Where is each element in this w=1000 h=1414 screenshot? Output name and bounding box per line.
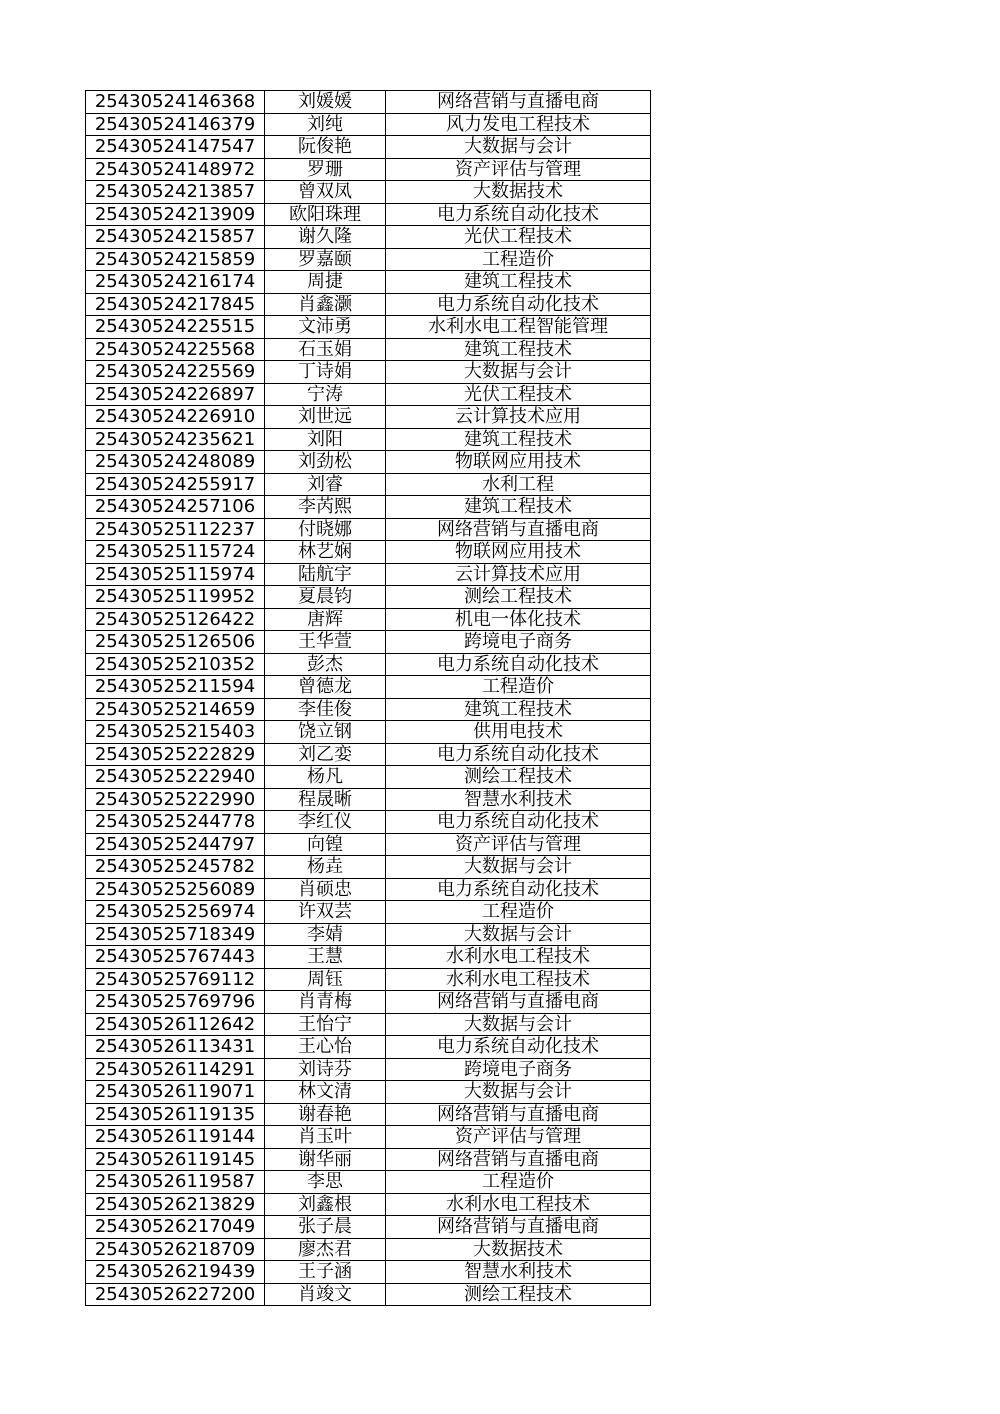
student-name-cell: 刘劲松 — [265, 451, 386, 474]
student-name-cell: 肖竣文 — [265, 1283, 386, 1306]
student-name-cell: 肖鑫灏 — [265, 293, 386, 316]
table-row — [86, 91, 651, 114]
major-cell: 建筑工程技术 — [386, 496, 651, 519]
student-roster-sheet — [85, 90, 651, 1306]
table-row — [86, 1171, 651, 1194]
major-cell: 水利水电工程技术 — [386, 946, 651, 969]
table-row — [86, 293, 651, 316]
student-id-cell: 25430524213909 — [86, 203, 265, 226]
student-id-cell: 25430525211594 — [86, 676, 265, 699]
major-cell: 水利工程 — [386, 473, 651, 496]
major-cell: 网络营销与直播电商 — [386, 991, 651, 1014]
student-name-cell: 刘乙娈 — [265, 743, 386, 766]
student-name-cell: 谢久隆 — [265, 226, 386, 249]
major-cell: 水利水电工程智能管理 — [386, 316, 651, 339]
student-id-cell: 25430524216174 — [86, 271, 265, 294]
major-cell: 大数据与会计 — [386, 361, 651, 384]
student-id-cell: 25430524225569 — [86, 361, 265, 384]
major-cell: 建筑工程技术 — [386, 428, 651, 451]
major-cell: 工程造价 — [386, 1171, 651, 1194]
student-name-cell: 阮俊艳 — [265, 136, 386, 159]
student-id-cell: 25430526119135 — [86, 1103, 265, 1126]
student-id-cell: 25430525244797 — [86, 833, 265, 856]
student-name-cell: 罗珊 — [265, 158, 386, 181]
student-name-cell: 李婧 — [265, 923, 386, 946]
table-row — [86, 698, 651, 721]
table-row — [86, 1013, 651, 1036]
student-id-cell: 25430526213829 — [86, 1193, 265, 1216]
major-cell: 云计算技术应用 — [386, 563, 651, 586]
table-row — [86, 226, 651, 249]
major-cell: 机电一体化技术 — [386, 608, 651, 631]
table-row — [86, 586, 651, 609]
student-id-cell: 25430524248089 — [86, 451, 265, 474]
major-cell: 资产评估与管理 — [386, 158, 651, 181]
major-cell: 大数据技术 — [386, 181, 651, 204]
major-cell: 资产评估与管理 — [386, 1126, 651, 1149]
major-cell: 大数据与会计 — [386, 136, 651, 159]
student-name-cell: 李思 — [265, 1171, 386, 1194]
table-row — [86, 158, 651, 181]
student-name-cell: 唐辉 — [265, 608, 386, 631]
student-id-cell: 25430525115974 — [86, 563, 265, 586]
major-cell: 风力发电工程技术 — [386, 113, 651, 136]
student-id-cell: 25430525112237 — [86, 518, 265, 541]
table-row — [86, 946, 651, 969]
table-row — [86, 1148, 651, 1171]
major-cell: 跨境电子商务 — [386, 1058, 651, 1081]
table-row — [86, 631, 651, 654]
student-roster-table — [85, 90, 651, 1306]
major-cell: 测绘工程技术 — [386, 586, 651, 609]
major-cell: 网络营销与直播电商 — [386, 91, 651, 114]
student-name-cell: 杨垚 — [265, 856, 386, 879]
student-id-cell: 25430524226910 — [86, 406, 265, 429]
student-id-cell: 25430525210352 — [86, 653, 265, 676]
table-row — [86, 473, 651, 496]
table-row — [86, 1081, 651, 1104]
student-id-cell: 25430525215403 — [86, 721, 265, 744]
major-cell: 测绘工程技术 — [386, 1283, 651, 1306]
student-name-cell: 李芮熙 — [265, 496, 386, 519]
table-row — [86, 496, 651, 519]
student-name-cell: 谢华丽 — [265, 1148, 386, 1171]
student-name-cell: 许双芸 — [265, 901, 386, 924]
student-id-cell: 25430524213857 — [86, 181, 265, 204]
student-id-cell: 25430524215859 — [86, 248, 265, 271]
major-cell: 大数据与会计 — [386, 856, 651, 879]
student-id-cell: 25430524146368 — [86, 91, 265, 114]
student-name-cell: 王怡宁 — [265, 1013, 386, 1036]
table-row — [86, 1036, 651, 1059]
major-cell: 大数据技术 — [386, 1238, 651, 1261]
student-id-cell: 25430526217049 — [86, 1216, 265, 1239]
table-row — [86, 181, 651, 204]
major-cell: 电力系统自动化技术 — [386, 1036, 651, 1059]
table-row — [86, 811, 651, 834]
student-name-cell: 林文清 — [265, 1081, 386, 1104]
table-row — [86, 833, 651, 856]
student-id-cell: 25430525769796 — [86, 991, 265, 1014]
student-name-cell: 文沛勇 — [265, 316, 386, 339]
student-name-cell: 付晓娜 — [265, 518, 386, 541]
student-name-cell: 王华萱 — [265, 631, 386, 654]
major-cell: 大数据与会计 — [386, 1081, 651, 1104]
student-id-cell: 25430526219439 — [86, 1261, 265, 1284]
student-id-cell: 25430524226897 — [86, 383, 265, 406]
student-name-cell: 肖青梅 — [265, 991, 386, 1014]
table-row — [86, 1283, 651, 1306]
major-cell: 建筑工程技术 — [386, 698, 651, 721]
major-cell: 网络营销与直播电商 — [386, 1103, 651, 1126]
student-id-cell: 25430524217845 — [86, 293, 265, 316]
student-id-cell: 25430525222990 — [86, 788, 265, 811]
student-id-cell: 25430526112642 — [86, 1013, 265, 1036]
table-row — [86, 1103, 651, 1126]
major-cell: 工程造价 — [386, 901, 651, 924]
student-id-cell: 25430524147547 — [86, 136, 265, 159]
major-cell: 智慧水利技术 — [386, 788, 651, 811]
table-row — [86, 923, 651, 946]
student-name-cell: 夏晨钧 — [265, 586, 386, 609]
student-id-cell: 25430526227200 — [86, 1283, 265, 1306]
table-row — [86, 1126, 651, 1149]
table-row — [86, 653, 651, 676]
table-row — [86, 383, 651, 406]
table-row — [86, 878, 651, 901]
table-row — [86, 743, 651, 766]
student-id-cell: 25430525214659 — [86, 698, 265, 721]
table-row — [86, 856, 651, 879]
major-cell: 资产评估与管理 — [386, 833, 651, 856]
major-cell: 智慧水利技术 — [386, 1261, 651, 1284]
table-row — [86, 518, 651, 541]
major-cell: 工程造价 — [386, 248, 651, 271]
major-cell: 云计算技术应用 — [386, 406, 651, 429]
table-row — [86, 248, 651, 271]
table-row — [86, 1216, 651, 1239]
student-name-cell: 饶立钢 — [265, 721, 386, 744]
major-cell: 电力系统自动化技术 — [386, 203, 651, 226]
student-name-cell: 曾双凤 — [265, 181, 386, 204]
major-cell: 大数据与会计 — [386, 923, 651, 946]
student-id-cell: 25430525119952 — [86, 586, 265, 609]
table-row — [86, 428, 651, 451]
table-row — [86, 451, 651, 474]
major-cell: 网络营销与直播电商 — [386, 518, 651, 541]
table-row — [86, 1193, 651, 1216]
major-cell: 工程造价 — [386, 676, 651, 699]
major-cell: 建筑工程技术 — [386, 271, 651, 294]
table-row — [86, 788, 651, 811]
student-name-cell: 彭杰 — [265, 653, 386, 676]
major-cell: 电力系统自动化技术 — [386, 293, 651, 316]
student-id-cell: 25430526119587 — [86, 1171, 265, 1194]
student-name-cell: 李红仪 — [265, 811, 386, 834]
table-row — [86, 563, 651, 586]
student-id-cell: 25430525769112 — [86, 968, 265, 991]
student-name-cell: 刘鑫根 — [265, 1193, 386, 1216]
major-cell: 跨境电子商务 — [386, 631, 651, 654]
student-name-cell: 张子晨 — [265, 1216, 386, 1239]
table-row — [86, 608, 651, 631]
student-id-cell: 25430526113431 — [86, 1036, 265, 1059]
student-id-cell: 25430525126422 — [86, 608, 265, 631]
table-row — [86, 361, 651, 384]
student-name-cell: 丁诗娟 — [265, 361, 386, 384]
student-name-cell: 陆航宇 — [265, 563, 386, 586]
student-name-cell: 廖杰君 — [265, 1238, 386, 1261]
student-id-cell: 25430525222940 — [86, 766, 265, 789]
student-name-cell: 肖玉叶 — [265, 1126, 386, 1149]
table-row — [86, 991, 651, 1014]
student-id-cell: 25430526119071 — [86, 1081, 265, 1104]
student-id-cell: 25430524255917 — [86, 473, 265, 496]
student-name-cell: 刘睿 — [265, 473, 386, 496]
table-row — [86, 901, 651, 924]
major-cell: 供用电技术 — [386, 721, 651, 744]
student-name-cell: 石玉娟 — [265, 338, 386, 361]
student-name-cell: 王慧 — [265, 946, 386, 969]
student-id-cell: 25430524225515 — [86, 316, 265, 339]
student-id-cell: 25430526114291 — [86, 1058, 265, 1081]
student-name-cell: 李佳俊 — [265, 698, 386, 721]
roster-body — [86, 91, 651, 1306]
major-cell: 测绘工程技术 — [386, 766, 651, 789]
student-id-cell: 25430526119145 — [86, 1148, 265, 1171]
student-name-cell: 程晟晰 — [265, 788, 386, 811]
table-row — [86, 676, 651, 699]
table-row — [86, 203, 651, 226]
table-row — [86, 1238, 651, 1261]
table-row — [86, 406, 651, 429]
major-cell: 网络营销与直播电商 — [386, 1148, 651, 1171]
major-cell: 物联网应用技术 — [386, 451, 651, 474]
major-cell: 大数据与会计 — [386, 1013, 651, 1036]
table-row — [86, 113, 651, 136]
student-name-cell: 周钰 — [265, 968, 386, 991]
table-row — [86, 316, 651, 339]
student-name-cell: 谢春艳 — [265, 1103, 386, 1126]
student-id-cell: 25430525126506 — [86, 631, 265, 654]
student-name-cell: 宁涛 — [265, 383, 386, 406]
student-id-cell: 25430525256089 — [86, 878, 265, 901]
table-row — [86, 1261, 651, 1284]
major-cell: 电力系统自动化技术 — [386, 878, 651, 901]
table-row — [86, 721, 651, 744]
major-cell: 建筑工程技术 — [386, 338, 651, 361]
table-row — [86, 541, 651, 564]
major-cell: 电力系统自动化技术 — [386, 743, 651, 766]
student-name-cell: 向锽 — [265, 833, 386, 856]
student-name-cell: 刘纯 — [265, 113, 386, 136]
student-id-cell: 25430524257106 — [86, 496, 265, 519]
student-name-cell: 罗嘉颐 — [265, 248, 386, 271]
student-name-cell: 刘阳 — [265, 428, 386, 451]
major-cell: 物联网应用技术 — [386, 541, 651, 564]
student-name-cell: 刘诗芬 — [265, 1058, 386, 1081]
student-name-cell: 欧阳珠理 — [265, 203, 386, 226]
major-cell: 水利水电工程技术 — [386, 968, 651, 991]
student-id-cell: 25430525222829 — [86, 743, 265, 766]
major-cell: 光伏工程技术 — [386, 383, 651, 406]
student-id-cell: 25430525115724 — [86, 541, 265, 564]
major-cell: 电力系统自动化技术 — [386, 653, 651, 676]
student-name-cell: 林艺娴 — [265, 541, 386, 564]
student-name-cell: 周捷 — [265, 271, 386, 294]
student-id-cell: 25430524235621 — [86, 428, 265, 451]
student-id-cell: 25430524146379 — [86, 113, 265, 136]
student-id-cell: 25430524148972 — [86, 158, 265, 181]
student-name-cell: 刘媛媛 — [265, 91, 386, 114]
table-row — [86, 136, 651, 159]
student-name-cell: 王子涵 — [265, 1261, 386, 1284]
major-cell: 光伏工程技术 — [386, 226, 651, 249]
student-id-cell: 25430525245782 — [86, 856, 265, 879]
major-cell: 水利水电工程技术 — [386, 1193, 651, 1216]
student-id-cell: 25430525244778 — [86, 811, 265, 834]
student-id-cell: 25430525718349 — [86, 923, 265, 946]
student-id-cell: 25430524225568 — [86, 338, 265, 361]
student-id-cell: 25430525256974 — [86, 901, 265, 924]
table-row — [86, 1058, 651, 1081]
student-name-cell: 杨凡 — [265, 766, 386, 789]
student-name-cell: 肖硕忠 — [265, 878, 386, 901]
student-name-cell: 曾德龙 — [265, 676, 386, 699]
student-id-cell: 25430526218709 — [86, 1238, 265, 1261]
student-id-cell: 25430525767443 — [86, 946, 265, 969]
table-row — [86, 766, 651, 789]
student-id-cell: 25430524215857 — [86, 226, 265, 249]
major-cell: 电力系统自动化技术 — [386, 811, 651, 834]
table-row — [86, 968, 651, 991]
table-row — [86, 338, 651, 361]
student-name-cell: 王心怡 — [265, 1036, 386, 1059]
table-row — [86, 271, 651, 294]
major-cell: 网络营销与直播电商 — [386, 1216, 651, 1239]
student-id-cell: 25430526119144 — [86, 1126, 265, 1149]
student-name-cell: 刘世远 — [265, 406, 386, 429]
